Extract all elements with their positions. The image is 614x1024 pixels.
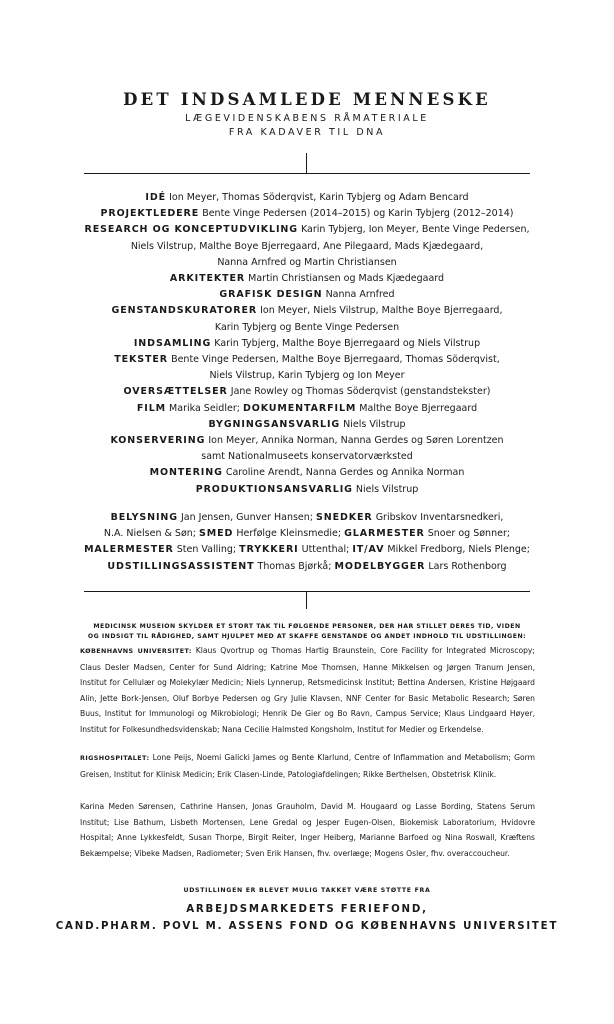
thanks-paragraph-ku — [80, 643, 535, 737]
credit-line — [40, 190, 574, 206]
thanks-paragraph-others — [80, 799, 535, 861]
institution-label: KØBENHAVNS UNIVERSITET: — [80, 647, 192, 655]
credit-text: Niels Vilstrup, Malthe Boye Bjerregaard, Ane Pilegaard, Mads Kjædegaard, — [130, 240, 484, 252]
credit-text: Herfølge Kleinsmedie; — [236, 528, 342, 540]
credit-line — [40, 336, 574, 352]
sponsor-line-2: CAND.PHARM. POVL M. ASSENS FOND OG KØBENHAVNS UNIVERSITET — [55, 921, 559, 932]
thanks-heading — [60, 622, 554, 642]
credit-text: N.A. Nielsen & Søn; — [103, 528, 196, 540]
subtitle-line-1: LÆGEVIDENSKABENS RÅMATERIALE — [185, 113, 429, 124]
credit-line — [40, 320, 574, 336]
credit-line — [40, 239, 574, 255]
credit-label: SNEDKER — [316, 512, 373, 523]
credit-line — [40, 303, 574, 319]
credit-text: Nanna Arnfred og Martin Christiansen — [217, 256, 397, 268]
credit-label: SMED — [199, 528, 234, 540]
credit-label: KONSERVERING — [110, 435, 206, 447]
credit-label: BYGNINGSANSVARLIG — [208, 418, 341, 430]
credit-line — [40, 287, 574, 303]
credit-text: Nanna Arnfred — [325, 289, 395, 301]
credit-label: RESEARCH OG KONCEPTUDVIKLING — [84, 224, 298, 236]
credit-text: Lars Rothenborg — [428, 560, 507, 572]
credit-text: samt Nationalmuseets konservatorværksted — [201, 451, 413, 463]
credit-text: Niels Vilstrup, Karin Tybjerg og Ion Meyer — [209, 370, 405, 382]
divider-rule-top — [84, 173, 530, 174]
credit-line — [40, 384, 574, 400]
divider-tick-middle — [306, 591, 307, 609]
divider-tick-top — [306, 153, 307, 173]
sponsor-line-1: ARBEJDSMARKEDETS FERIEFOND, — [186, 904, 428, 915]
credit-label: MONTERING — [149, 467, 223, 479]
credit-label: INDSAMLING — [133, 337, 212, 349]
thanks-text: Klaus Qvortrup og Thomas Hartig Braunstein, Core Facility for Integrated Microscopy; Claus Desler Madsen, Center for Sund Aldring; Katrine Moe Thomsen, Hanne Mikkelsen og Jørgen Tranum Jensen, Institut for Cellulær og Molekylær Medicin; Niels Lynnerup, Retsmedicinsk Institut; Bettina Andersen, Kristine Højgaard Alin, Jette Bork-Jensen, Oluf Borbye Pedersen og Gry Julie Klavsen, NNF Center for Basic Metabolic Research; Søren Buus, Institut for Immunologi og Mikrobiologi; Henrik De Gier og Bo Ravn, Campus Service; Klaus Lindgaard Høyer, Institut for Folkesundhedsvidenskab; Nana Cecilie Halmsted Kongsholm, Institut for Medier og Erkendelse. — [80, 646, 535, 734]
credit-line — [40, 542, 574, 558]
credit-line — [40, 417, 574, 433]
credit-text: Caroline Arendt, Nanna Gerdes og Annika Norman — [225, 467, 465, 479]
credit-label: GENSTANDSKURATORER — [111, 305, 258, 317]
credit-line — [40, 271, 574, 287]
credit-text: Sten Valling; — [176, 544, 237, 556]
thanks-paragraph-rigshospitalet — [80, 750, 535, 782]
credit-line — [40, 433, 574, 449]
credit-label: OVERSÆTTELSER — [123, 386, 228, 398]
credit-label: PRODUKTIONSANSVARLIG — [195, 483, 353, 495]
credit-line — [40, 401, 574, 417]
credit-text: Karin Tybjerg og Bente Vinge Pedersen — [214, 321, 400, 333]
credit-text: Mikkel Fredborg, Niels Plenge; — [387, 544, 530, 556]
credit-text: Ion Meyer, Niels Vilstrup, Malthe Boye Bjerregaard, — [260, 305, 503, 317]
credit-text: Uttenthal; — [301, 544, 350, 556]
subtitle-line-2: FRA KADAVER TIL DNA — [228, 127, 386, 138]
credit-label: GRAFISK DESIGN — [219, 289, 323, 301]
credit-line — [40, 206, 574, 222]
thanks-heading-line-1: MEDICINSK MUSEION SKYLDER ET STORT TAK TIL FØLGENDE PERSONER, DER HAR STILLET DERES TID, VIDEN — [93, 623, 521, 630]
credit-text: Martin Christiansen og Mads Kjædegaard — [248, 273, 445, 285]
credit-label: TEKSTER — [114, 354, 169, 366]
credit-text: Thomas Bjørkå; — [257, 560, 332, 572]
credit-line — [40, 449, 574, 465]
credit-label: DOKUMENTARFILM — [242, 402, 357, 414]
credit-label: MODELBYGGER — [334, 560, 426, 572]
credit-line — [40, 465, 574, 481]
credits-block — [40, 190, 574, 498]
credit-label: IT/AV — [352, 544, 385, 556]
thanks-text: Karina Meden Sørensen, Cathrine Hansen, Jonas Grauholm, David M. Hougaard og Lasse Bording, Statens Serum Institut; Lise Bathum, Lisbeth Mortensen, Lene Gredal og Jesper Eugen-Olsen, Biokemisk Laboratorium, Hvidovre Hospital; Anne Lykkesfeldt, Susan Thorpe, Birgit Reiter, Inger Heiberg, Marianne Barfoed og Nina Roswall, Kræftens Bekæmpelse; Vibeke Madsen, Radiometer; Sven Erik Hansen, fhv. overlæge; Mogens Osler, fhv. overaccoucheur. — [80, 802, 535, 858]
credit-line — [40, 255, 574, 271]
institution-label: RIGSHOSPITALET: — [80, 754, 150, 762]
credit-text: Jan Jensen, Gunver Hansen; — [181, 512, 313, 523]
credit-line — [40, 559, 574, 575]
credit-line — [40, 368, 574, 384]
credit-text: Karin Tybjerg, Ion Meyer, Bente Vinge Pedersen, — [300, 224, 530, 236]
credit-label: TRYKKERI — [239, 544, 299, 556]
credit-line — [40, 482, 574, 498]
credit-line — [40, 222, 574, 238]
credit-text: Bente Vinge Pedersen, Malthe Boye Bjerregaard, Thomas Söderqvist, — [171, 354, 500, 366]
credit-line — [40, 352, 574, 368]
craft-credits-block — [40, 510, 574, 575]
thanks-heading-line-2: OG INDSIGT TIL RÅDIGHED, SAMT HJULPET MED AT SKAFFE GENSTANDE OG ANDET INDHOLD TIL UDSTILLINGEN: — [87, 633, 527, 640]
credit-label: GLARMESTER — [344, 528, 425, 540]
thanks-text: Lone Peijs, Noemi Galicki James og Bente Klarlund, Centre of Inflammation and Metabolism; Gorm Greisen, Institut for Klinisk Medicin; Erik Clasen-Linde, Patologiafdelingen; Rikke Berthelsen, Obstetrisk Klinik. — [80, 753, 535, 779]
credit-label: MALERMESTER — [84, 544, 174, 556]
credit-text: Malthe Boye Bjerregaard — [359, 402, 478, 414]
support-heading: UDSTILLINGEN ER BLEVET MULIG TAKKET VÆRE STØTTE FRA — [183, 887, 431, 894]
credit-text: Ion Meyer, Thomas Söderqvist, Karin Tybjerg og Adam Bencard — [169, 192, 469, 203]
credit-label: IDÉ — [145, 192, 167, 203]
credit-text: Niels Vilstrup — [343, 418, 406, 430]
credit-line — [40, 526, 574, 542]
credit-label: ARKITEKTER — [169, 273, 246, 285]
credit-label: UDSTILLINGSASSISTENT — [107, 560, 255, 572]
credit-text: Marika Seidler; — [169, 402, 240, 414]
credit-label: FILM — [136, 402, 167, 414]
divider-rule-middle — [84, 591, 530, 592]
credit-text: Karin Tybjerg, Malthe Boye Bjerregaard og Niels Vilstrup — [214, 337, 481, 349]
credit-label: BELYSNING — [110, 512, 178, 523]
credit-text: Snoer og Sønner; — [427, 528, 511, 540]
credit-text: Bente Vinge Pedersen (2014–2015) og Karin Tybjerg (2012–2014) — [202, 208, 514, 220]
page-title: DET INDSAMLEDE MENNESKE — [123, 90, 491, 109]
credit-text: Ion Meyer, Annika Norman, Nanna Gerdes og Søren Lorentzen — [208, 435, 504, 447]
credit-label: PROJEKTLEDERE — [100, 208, 200, 220]
credit-text: Jane Rowley og Thomas Söderqvist (genstandstekster) — [230, 386, 491, 398]
credit-text: Niels Vilstrup — [355, 483, 419, 495]
credit-line — [40, 510, 574, 526]
credit-text: Gribskov Inventarsnedkeri, — [375, 512, 504, 523]
